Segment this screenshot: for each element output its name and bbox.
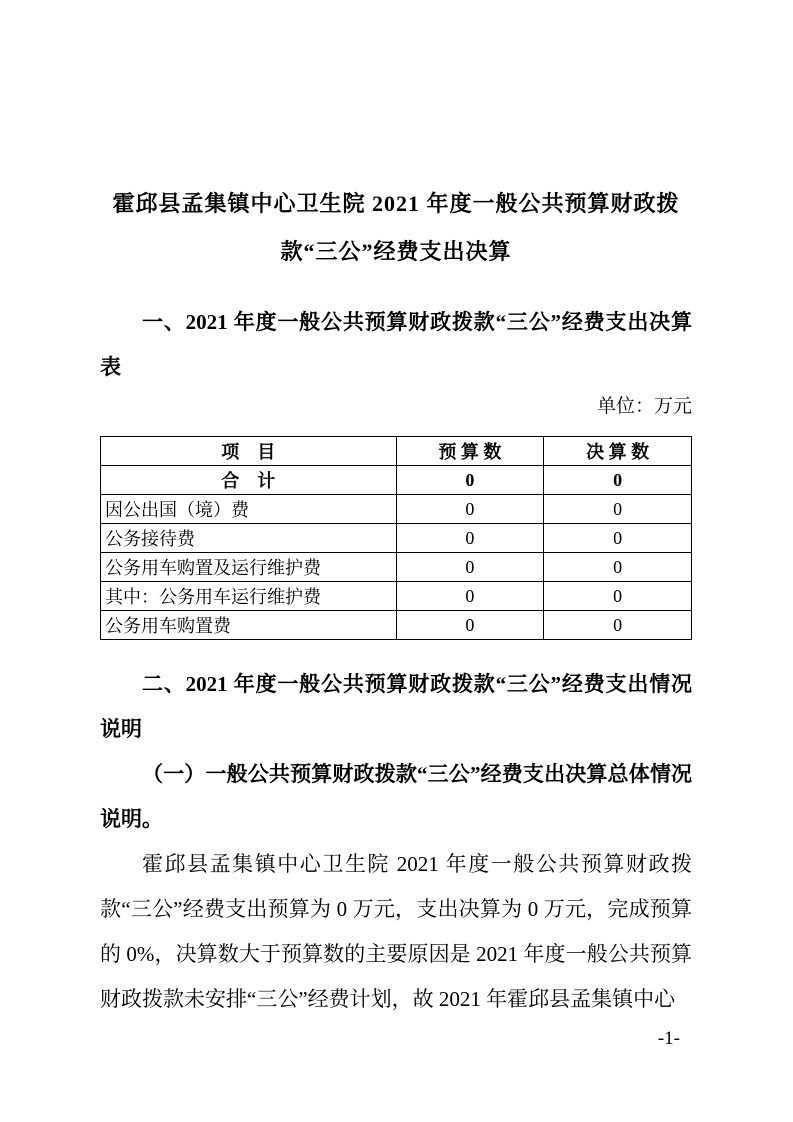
row-final-value: 0 <box>544 524 692 553</box>
column-header-item: 项 目 <box>101 437 397 466</box>
row-final-value: 0 <box>544 611 692 640</box>
document-title: 霍邱县孟集镇中心卫生院 2021 年度一般公共预算财政拨款“三公”经费支出决算 <box>112 191 680 264</box>
table-header-row <box>101 437 692 466</box>
row-item-label: 公务接待费 <box>101 524 397 553</box>
row-item-label: 公务用车购置费 <box>101 611 397 640</box>
row-budget-value: 0 <box>396 611 544 640</box>
row-item-label: 合 计 <box>101 466 397 495</box>
row-item-label: 因公出国（境）费 <box>101 495 397 524</box>
table-row <box>101 582 692 611</box>
section1-heading: 一、2021 年度一般公共预算财政拨款“三公”经费支出决算表 <box>100 310 692 379</box>
row-item-label: 其中：公务用车运行维护费 <box>101 582 397 611</box>
row-budget-value: 0 <box>396 466 544 495</box>
table-row <box>101 524 692 553</box>
row-final-value: 0 <box>544 553 692 582</box>
section2-paragraph: 霍邱县孟集镇中心卫生院 2021 年度一般公共预算财政拨款“三公”经费支出预算为 0 万元，支出决算为 0 万元，完成预算的 0%，决算数大于预算数的主要原因是 2021 年度一般公共预算财政拨款未安排“三公”经费计划，故 2021 年霍邱县孟集镇中心 <box>100 852 692 1011</box>
table-row <box>101 553 692 582</box>
column-header-budget: 预 算 数 <box>396 437 544 466</box>
row-budget-value: 0 <box>396 524 544 553</box>
row-final-value: 0 <box>544 582 692 611</box>
table-row <box>101 495 692 524</box>
row-budget-value: 0 <box>396 553 544 582</box>
table-row-total <box>101 466 692 495</box>
section2-heading: 二、2021 年度一般公共预算财政拨款“三公”经费支出情况说明 <box>100 672 692 741</box>
row-budget-value: 0 <box>396 582 544 611</box>
row-final-value: 0 <box>544 495 692 524</box>
column-header-final: 决 算 数 <box>544 437 692 466</box>
row-budget-value: 0 <box>396 495 544 524</box>
section2-sub-heading: （一）一般公共预算财政拨款“三公”经费支出决算总体情况说明。 <box>100 762 692 831</box>
expenditure-table <box>100 436 692 640</box>
unit-label: 单位：万元 <box>596 396 692 417</box>
row-final-value: 0 <box>544 466 692 495</box>
row-item-label: 公务用车购置及运行维护费 <box>101 553 397 582</box>
page-number: -1- <box>657 1028 680 1049</box>
table-row <box>101 611 692 640</box>
